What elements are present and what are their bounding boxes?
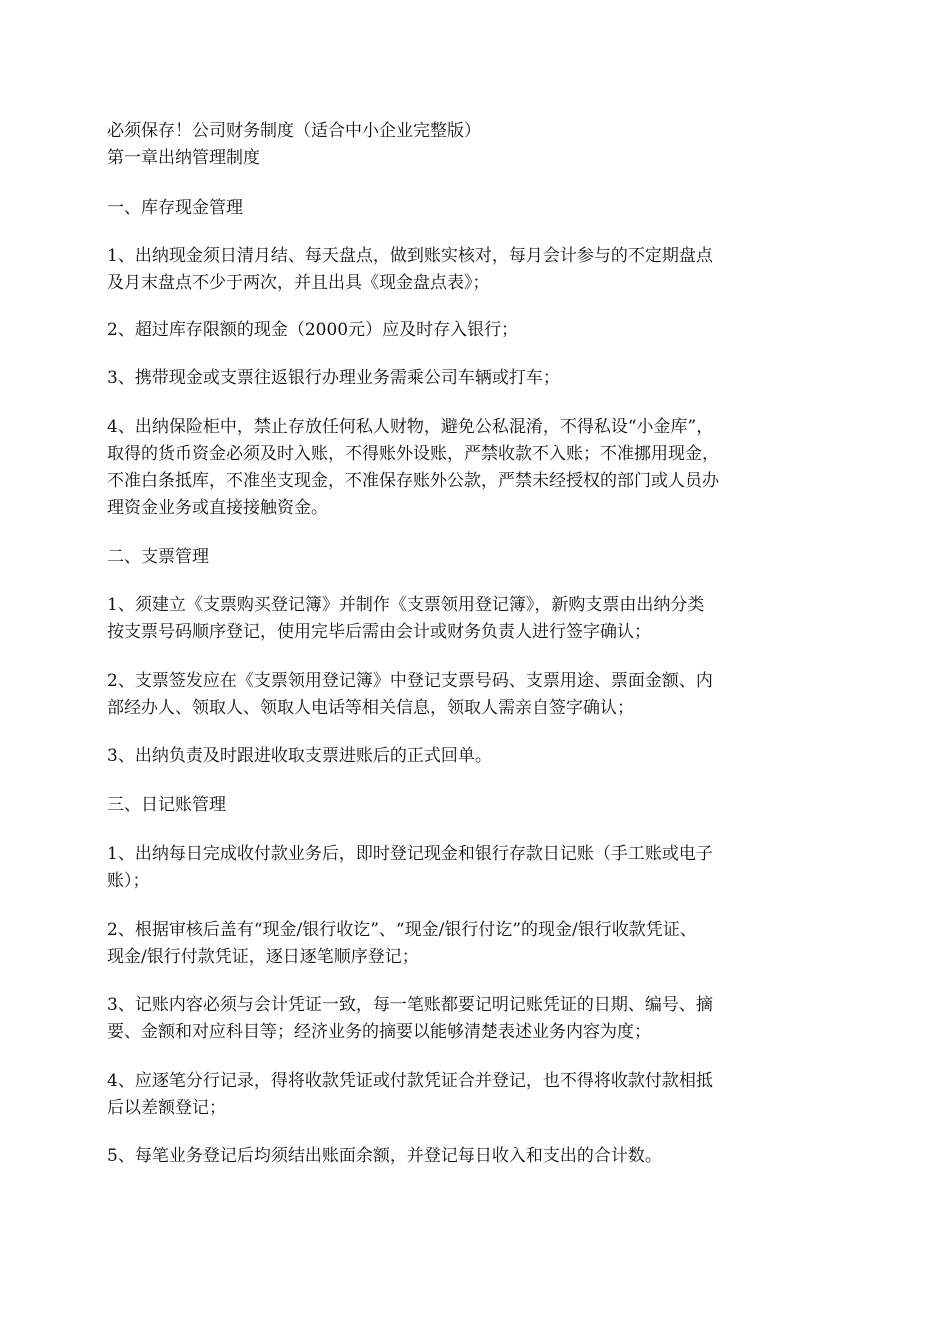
paragraph-line: 理资金业务或直接接触资金。: [107, 498, 328, 518]
section-heading-cash: 一、库存现金管理: [107, 198, 243, 218]
paragraph-line: 3、记账内容必须与会计凭证一致，每一笔账都要记明记账凭证的日期、编号、摘: [107, 995, 713, 1015]
paragraph-line: 4、应逐笔分行记录，得将收款凭证或付款凭证合并登记，也不得将收款付款相抵: [107, 1071, 713, 1091]
paragraph-line: 1、出纳每日完成收付款业务后，即时登记现金和银行存款日记账（手工账或电子: [107, 844, 713, 864]
paragraph-line: 1、须建立《支票购买登记簿》并制作《支票领用登记簿》，新购支票由出纳分类: [107, 595, 705, 615]
paragraph-line: 2、超过库存限额的现金（2000元）应及时存入银行；: [107, 320, 519, 340]
paragraph-line: 不准白条抵库，不准坐支现金，不准保存账外公款，严禁未经授权的部门或人员办: [107, 471, 719, 491]
paragraph-line: 账）；: [107, 871, 150, 891]
paragraph-line: 4、出纳保险柜中，禁止存放任何私人财物，避免公私混淆，不得私设“小金库”，: [107, 417, 714, 437]
paragraph-line: 2、支票签发应在《支票领用登记簿》中登记支票号码、支票用途、票面金额、内: [107, 671, 713, 691]
paragraph-line: 3、携带现金或支票往返银行办理业务需乘公司车辆或打车；: [107, 368, 560, 388]
paragraph-line: 现金/银行付款凭证，逐日逐笔顺序登记；: [107, 947, 419, 967]
paragraph-line: 1、出纳现金须日清月结、每天盘点，做到账实核对，每月会计参与的不定期盘点: [107, 246, 713, 266]
section-heading-journal: 三、日记账管理: [107, 795, 226, 815]
paragraph-line: 按支票号码顺序登记，使用完毕后需由会计或财务负责人进行签字确认；: [107, 622, 651, 642]
chapter-title: 第一章出纳管理制度: [107, 148, 260, 168]
paragraph-line: 及月末盘点不少于两次，并且出具《现金盘点表》；: [107, 273, 490, 293]
paragraph-line: 部经办人、领取人、领取人电话等相关信息，领取人需亲自签字确认；: [107, 698, 634, 718]
document-title: 必须保存！公司财务制度（适合中小企业完整版）: [107, 121, 481, 141]
paragraph-line: 取得的货币资金必须及时入账，不得账外设账，严禁收款不入账；不准挪用现金，: [107, 444, 719, 464]
paragraph-line: 5、每笔业务登记后均须结出账面余额，并登记每日收入和支出的合计数。: [107, 1146, 662, 1166]
paragraph-line: 2、根据审核后盖有“现金/银行收讫”、“现金/银行付讫”的现金/银行收款凭证、: [107, 920, 697, 940]
paragraph-line: 3、出纳负责及时跟进收取支票进账后的正式回单。: [107, 746, 492, 766]
paragraph-line: 要、金额和对应科目等；经济业务的摘要以能够清楚表述业务内容为度；: [107, 1022, 651, 1042]
paragraph-line: 后以差额登记；: [107, 1098, 226, 1118]
section-heading-cheque: 二、支票管理: [107, 547, 209, 567]
